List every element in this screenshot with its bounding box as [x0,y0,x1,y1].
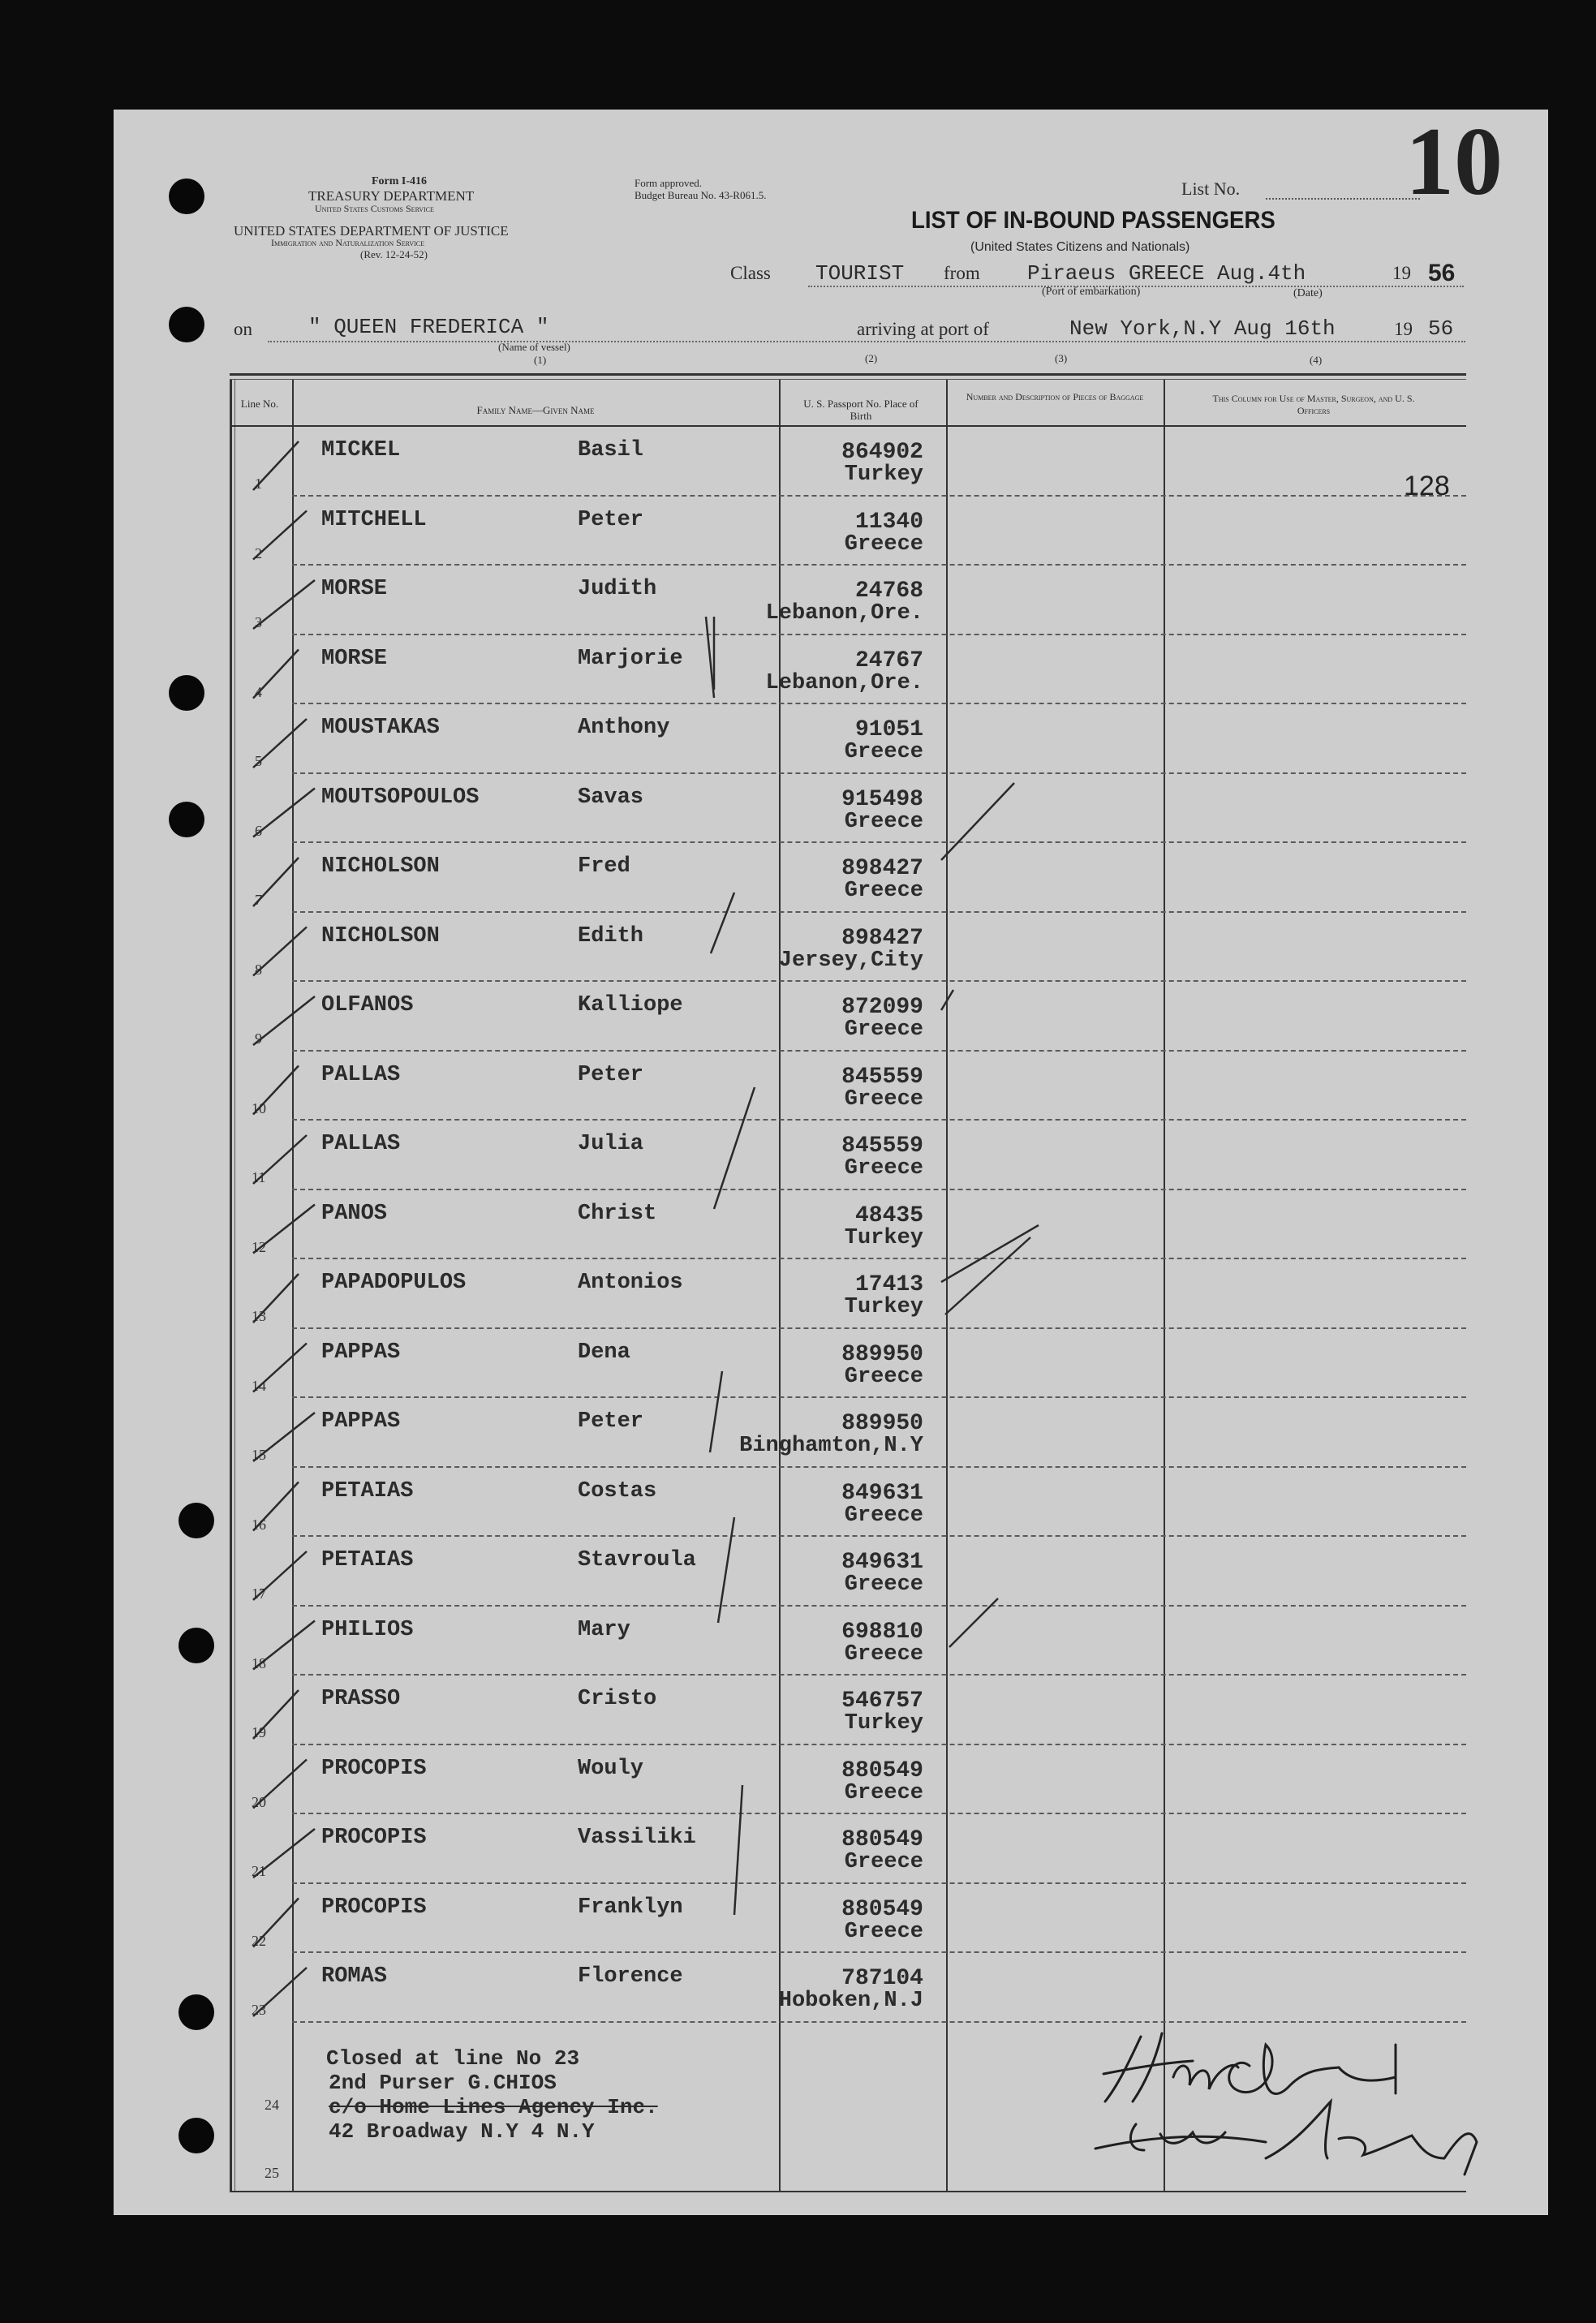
place-of-birth: Greece [844,1156,923,1181]
row-divider [292,1258,1466,1259]
given-name: Vassiliki [578,1826,696,1850]
passport-number: 845559 [841,1064,923,1090]
list-no-label: List No. [1181,179,1241,199]
line-number: 19 [252,1724,266,1740]
row-divider [292,980,1466,982]
check-mark [941,783,1014,860]
given-name: Anthony [578,716,670,740]
row-divider [292,495,1466,497]
year-value: 56 [1428,260,1456,286]
column-divider [1164,380,1165,2191]
row-divider [292,634,1466,635]
row-divider [292,1605,1466,1607]
place-of-birth: Greece [844,1641,923,1667]
given-name: Julia [578,1132,644,1156]
line-number: 4 [255,683,262,700]
vessel-name-label: (Name of vessel) [498,341,570,353]
given-name: Florence [578,1964,683,1989]
row-divider [292,703,1466,704]
place-of-birth: Greece [844,1364,923,1389]
arriving-label: arriving at port of [857,319,989,339]
col-header-line: Line No. [240,398,279,410]
place-of-birth: Greece [844,1086,923,1112]
family-name: PALLAS [321,1132,401,1156]
place-of-birth: Jersey,City [778,948,923,973]
given-name: Wouly [578,1756,644,1781]
place-of-birth: Greece [844,1780,923,1805]
passport-number: 91051 [854,717,923,742]
customs-service: United States Customs Service [315,203,434,214]
line-number: 12 [252,1238,266,1255]
budget-bureau: Budget Bureau No. 43-R061.5. [635,189,767,201]
row-divider [292,1951,1466,1953]
passport-number: 845559 [841,1134,923,1159]
passport-number: 11340 [854,509,923,535]
line-number: 20 [252,1793,266,1810]
passport-number: 898427 [841,925,923,951]
given-name: Franklyn [578,1895,683,1920]
line-number-24: 24 [265,2097,279,2113]
given-name: Antonios [578,1271,683,1295]
passport-number: 880549 [841,1757,923,1783]
check-mark [718,1517,734,1623]
page-title: LIST OF IN-BOUND PASSENGERS [911,207,1276,234]
from-label: from [944,263,980,283]
closing-line-3: c/o Home Lines Agency Inc. [329,2095,658,2119]
family-name: MICKEL [321,438,401,462]
row-divider [292,1813,1466,1814]
form-number: Form I-416 [372,175,428,187]
line-number: 1 [255,475,262,492]
from-value: Piraeus GREECE Aug.4th [1027,261,1306,286]
passport-number: 880549 [841,1827,923,1852]
ins-service: Immigration and Naturalization Service [271,237,425,248]
family-name: PROCOPIS [321,1895,427,1920]
row-divider [292,911,1466,913]
column-divider [946,380,948,2191]
line-number: 9 [255,1030,262,1047]
justice-dept: UNITED STATES DEPARTMENT OF JUSTICE [234,223,509,239]
family-name: PETAIAS [321,1478,414,1503]
line-number: 6 [255,822,262,839]
family-name: MOUSTAKAS [321,716,440,740]
given-name: Peter [578,1062,644,1087]
list-no-value: 10 [1405,107,1503,215]
place-of-birth: Greece [844,531,923,557]
line-number: 8 [255,961,262,978]
row-divider [292,1882,1466,1884]
family-name: PAPPAS [321,1340,401,1365]
class-label: Class [730,263,771,283]
line-number: 23 [252,2002,266,2018]
closing-line-4: 42 Broadway N.Y 4 N.Y [329,2119,595,2144]
line-number: 5 [255,753,262,769]
col-num-1: (1) [534,354,547,366]
passport-number: 889950 [841,1341,923,1367]
family-name: OLFANOS [321,993,414,1017]
place-of-birth: Turkey [844,1225,923,1250]
family-name: NICHOLSON [321,854,440,879]
family-name: ROMAS [321,1964,388,1989]
col-header-baggage: Number and Description of Pieces of Baggage [966,391,1144,402]
given-name: Savas [578,785,644,810]
row-divider [292,1396,1466,1398]
family-name: PROCOPIS [321,1826,427,1850]
given-name: Stavroula [578,1548,696,1572]
place-of-birth: Lebanon,Ore. [765,601,923,626]
place-of-birth: Turkey [844,1711,923,1736]
table-left-border-2 [234,380,235,2191]
place-of-birth: Greece [844,809,923,834]
check-mark [253,580,315,629]
family-name: PAPADOPULOS [321,1271,467,1295]
line-number: 18 [252,1654,266,1671]
year-prefix: 19 [1392,263,1411,283]
place-of-birth: Greece [844,740,923,764]
port-embarkation-label: (Port of embarkation) [1042,286,1141,298]
table-left-border [230,380,232,2191]
check-mark [945,1237,1030,1314]
family-name: MORSE [321,646,388,671]
given-name: Fred [578,854,630,879]
table-bottom-rule [230,2191,1466,2192]
revision: (Rev. 12-24-52) [360,248,428,260]
header-bottom-rule [230,425,1466,427]
place-of-birth: Greece [844,1503,923,1528]
given-name: Christ [578,1201,657,1226]
row-divider [292,1535,1466,1537]
family-name: PANOS [321,1201,388,1226]
officer-number: 128 [1404,471,1450,501]
row-divider [292,1327,1466,1329]
given-name: Peter [578,507,644,532]
passport-number: 24768 [854,579,923,604]
passport-number: 546757 [841,1688,923,1714]
passport-number: 787104 [841,1966,923,1991]
check-mark [253,996,315,1045]
row-divider [292,1050,1466,1052]
line-number: 14 [252,1377,266,1394]
passport-number: 48435 [854,1202,923,1228]
family-name: MORSE [321,577,388,601]
line-number: 16 [252,1516,266,1533]
arrival-year-value: 56 [1428,316,1454,341]
place-of-birth: Turkey [844,1295,923,1319]
given-name: Costas [578,1478,657,1503]
closing-line-1: Closed at line No 23 [326,2046,580,2071]
line-number: 10 [252,1099,266,1116]
given-name: Mary [578,1617,630,1642]
passport-number: 872099 [841,995,923,1020]
arrival-year-prefix: 19 [1394,319,1413,339]
place-of-birth: Turkey [844,462,923,487]
col-num-2: (2) [865,352,878,364]
family-name: PRASSO [321,1687,401,1711]
given-name: Marjorie [578,646,683,671]
family-name: PHILIOS [321,1617,414,1642]
family-name: MITCHELL [321,507,427,532]
line-number: 17 [252,1585,266,1602]
line-number: 7 [255,892,262,908]
given-name: Edith [578,923,644,949]
passport-number: 698810 [841,1619,923,1645]
passport-number: 864902 [841,440,923,465]
row-divider [292,564,1466,566]
class-value: TOURIST [815,261,905,286]
place-of-birth: Lebanon,Ore. [765,670,923,695]
line-number-25: 25 [265,2165,279,2181]
line-number: 2 [255,544,262,561]
given-name: Basil [578,438,644,462]
col-header-passport: U. S. Passport No. Place of Birth [803,398,918,422]
page-subtitle: (United States Citizens and Nationals) [970,240,1190,254]
given-name: Peter [578,1409,644,1434]
passport-number: 24767 [854,647,923,673]
line-number: 22 [252,1932,266,1949]
family-name: NICHOLSON [321,923,440,949]
col-header-name: Family Name—Given Name [476,404,595,416]
col-num-4: (4) [1310,354,1323,366]
passport-number: 849631 [841,1550,923,1575]
passport-number: 17413 [854,1272,923,1297]
row-divider [292,1744,1466,1745]
family-name: MOUTSOPOULOS [321,785,480,810]
place-of-birth: Greece [844,1017,923,1042]
place-of-birth: Greece [844,879,923,903]
check-mark [941,1225,1039,1282]
column-divider [292,380,294,2191]
row-divider [292,1189,1466,1190]
passport-number: 880549 [841,1896,923,1922]
vessel-name: " QUEEN FREDERICA " [308,315,549,339]
given-name: Kalliope [578,993,683,1017]
line-number: 13 [252,1308,266,1324]
col-num-3: (3) [1055,352,1068,364]
form-approved: Form approved. [635,177,703,189]
row-divider [292,841,1466,843]
place-of-birth: Greece [844,1919,923,1944]
given-name: Dena [578,1340,630,1365]
closing-line-2: 2nd Purser G.CHIOS [329,2071,557,2095]
line-number: 21 [252,1863,266,1879]
given-name: Judith [578,577,657,601]
row-divider [292,1674,1466,1676]
family-name: PALLAS [321,1062,401,1087]
passport-number: 849631 [841,1480,923,1506]
place-of-birth: Greece [844,1850,923,1874]
row-divider [292,2021,1466,2023]
family-name: PAPPAS [321,1409,401,1434]
place-of-birth: Binghamton,N.Y [739,1434,923,1458]
col-header-officers: This Column for Use of Master, Surgeon, and U. S. Officers [1212,393,1415,416]
family-name: PROCOPIS [321,1756,427,1781]
place-of-birth: Hoboken,N.J [778,1989,923,2013]
on-label: on [234,319,252,339]
line-number: 3 [255,614,262,630]
passport-number: 889950 [841,1411,923,1436]
row-divider [292,1119,1466,1121]
place-of-birth: Greece [844,1572,923,1597]
treasury-dept: TREASURY DEPARTMENT [308,188,475,204]
row-divider [292,1466,1466,1468]
row-divider [292,772,1466,774]
given-name: Cristo [578,1687,657,1711]
passport-number: 898427 [841,856,923,881]
family-name: PETAIAS [321,1548,414,1572]
check-mark [706,617,714,698]
check-mark [253,789,315,837]
arriving-value: New York,N.Y Aug 16th [1069,316,1336,341]
passport-number: 915498 [841,786,923,812]
line-number: 11 [252,1169,266,1185]
line-number: 15 [252,1447,266,1463]
date-label: (Date) [1293,287,1323,299]
